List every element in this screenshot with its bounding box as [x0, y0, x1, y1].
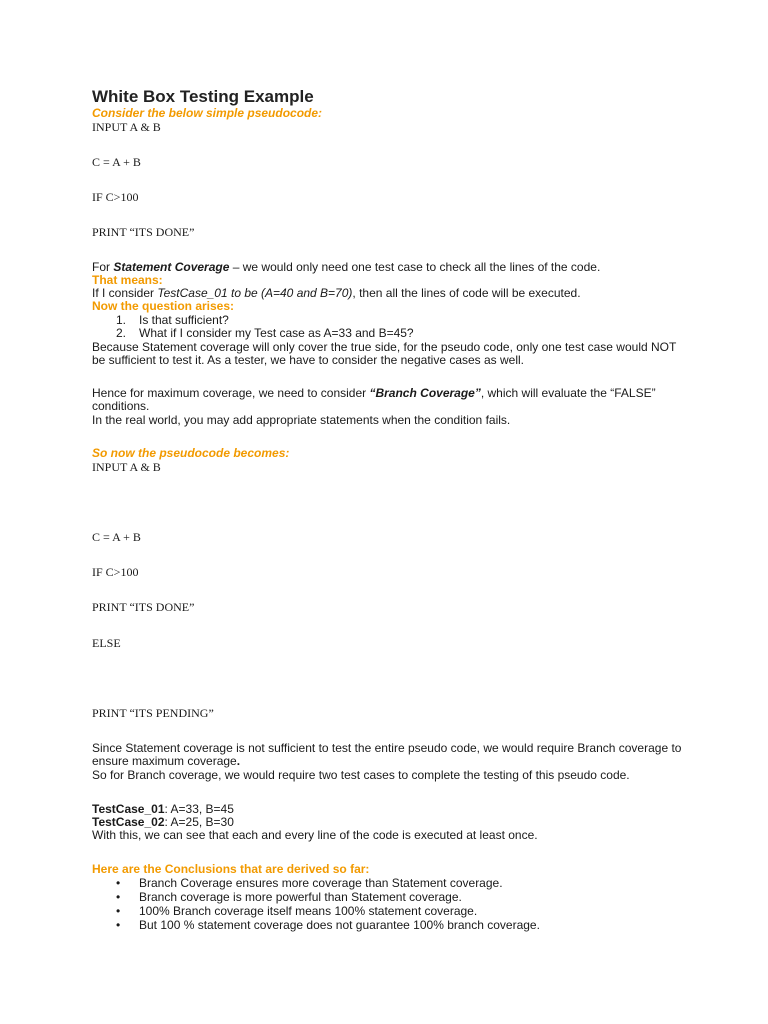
real-world-line: In the real world, you may add appropriate statements when the condition fails. — [92, 413, 511, 427]
statement-coverage-paragraph: For Statement Coverage – we would only need one test case to check all the lines of the code. — [92, 260, 601, 274]
hence-paragraph: Hence for maximum coverage, we need to consider “Branch Coverage”, which will evaluate the “FALSE” conditions. — [92, 386, 656, 413]
consider-line: If I consider TestCase_01 to be (A=40 and B=70), then all the lines of code will be executed. — [92, 286, 581, 300]
conclusions-heading: Here are the Conclusions that are derived so far: — [92, 862, 370, 876]
bullet-icon: • — [116, 876, 121, 890]
bullet-icon: • — [116, 918, 121, 932]
new-pseudocode-heading: So now the pseudocode becomes: — [92, 446, 290, 460]
statement-coverage-term: Statement Coverage — [113, 260, 230, 274]
document-page: White Box Testing Example Consider the below simple pseudocode: INPUT A & B C = A + B IF C>100 PRINT “ITS DONE” For Statement Coverage – we would only need one test case to check all the lines of the code. That means: If I consider TestCase_01 to be (A=40 and B=70), then all the lines of code will be executed. Now the question arises: 1. Is that sufficient? 2. What if I consider my Test case as A=33 and B=45? Because Statement coverage will only cover the true side, for the pseudo code, only one test case would NOT be sufficient to test it. As a tester, we have to consider the negative cases as well. Hence for maximum coverage, we need to consider “Branch Coverage”, which will evaluate the “FALSE” conditions. In the real world, you may add appropriate statements when the condition fails. So now the pseudocode becomes: INPUT A & B C = A + B IF C>100 PRINT “ITS DONE” ELSE PRINT “ITS PENDING” Since Statement coverage is not sufficient to test the entire pseudo code, we would require Branch coverage to ensure maximum coverage. So for Branch coverage, we would require two test cases to complete the testing of this pseudo code. TestCase_01: A=33, B=45 TestCase_02: A=25, B=30 With this, we can see that each and every line of the code is executed at least once. Here are the Conclusions that are derived so far: • Branch Coverage ensures more coverage than Statement coverage. • Branch coverage is more powerful than Statement coverage. • 100% Branch coverage itself means 100% statement coverage. • But 100 % statement coverage does not guarantee 100% branch coverage. — [92, 87, 682, 932]
intro-heading: Consider the below simple pseudocode: — [92, 106, 323, 120]
code1-line: IF C>100 — [92, 190, 139, 204]
branch-coverage-term: “Branch Coverage” — [369, 386, 481, 400]
branch-test-cases-line: So for Branch coverage, we would require two test cases to complete the testing of this pseudo code. — [92, 768, 630, 782]
code2-line: PRINT “ITS DONE” — [92, 600, 195, 614]
code2-line: C = A + B — [92, 530, 141, 544]
code2-line: IF C>100 — [92, 565, 139, 579]
that-means-heading: That means: — [92, 273, 163, 287]
since-paragraph: Since Statement coverage is not sufficient to test the entire pseudo code, we would require Branch coverage to ensure maximum coverage. — [92, 741, 682, 768]
page-title: White Box Testing Example — [92, 87, 314, 106]
bullet-icon: • — [116, 890, 121, 904]
code1-line: C = A + B — [92, 155, 141, 169]
code1-line: PRINT “ITS DONE” — [92, 225, 195, 239]
with-this-line: With this, we can see that each and every line of the code is executed at least once. — [92, 828, 538, 842]
because-paragraph: Because Statement coverage will only cover the true side, for the pseudo code, only one test case would NOT be sufficient to test it. As a tester, we have to consider the negative cases as well. — [92, 340, 677, 367]
test-case: TestCase_01: A=33, B=45 — [92, 802, 234, 816]
code2-line: PRINT “ITS PENDING” — [92, 706, 214, 720]
bullet-icon: • — [116, 904, 121, 918]
code2-line: ELSE — [92, 636, 121, 650]
code2-line: INPUT A & B — [92, 460, 161, 474]
code1-line: INPUT A & B — [92, 120, 161, 134]
question-heading: Now the question arises: — [92, 299, 235, 313]
test-case: TestCase_02: A=25, B=30 — [92, 815, 234, 829]
